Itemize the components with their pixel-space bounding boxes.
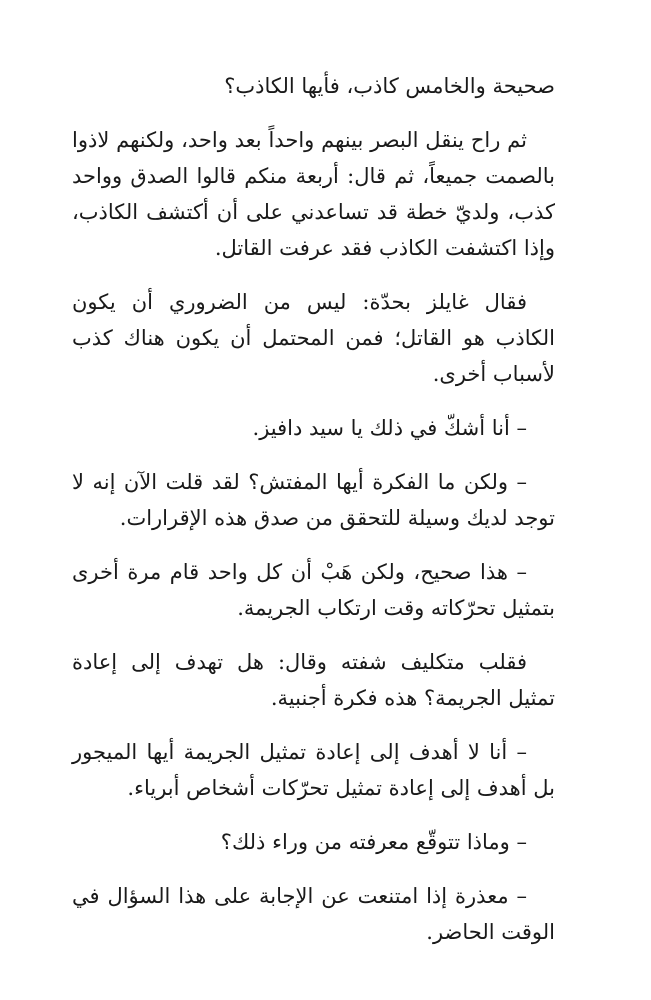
paragraph: فقال غايلز بحدّة: ليس من الضروري أن يكون الكاذب هو القاتل؛ فمن المحتمل أن يكون هناك كذب لأسباب أخرى. <box>72 290 555 386</box>
dialogue-line: – أنا لا أهدف إلى إعادة تمثيل الجريمة أيها الميجور بل أهدف إلى إعادة تمثيل تحرّكات أشخاص أبرياء. <box>72 740 555 800</box>
paragraph: ثم راح ينقل البصر بينهم واحداً بعد واحد، ولكنهم لاذوا بالصمت جميعاً، ثم قال: أربعة منكم قالوا الصدق وواحد كذب، ولديّ خطة قد تساعدني على أن أكتشف الكاذب، وإذا اكتشفت الكاذب فقد عرفت القاتل. <box>72 128 555 260</box>
dialogue-line: – وماذا تتوقّع معرفته من وراء ذلك؟ <box>220 830 527 854</box>
paragraph: صحيحة والخامس كاذب، فأيها الكاذب؟ <box>224 74 555 98</box>
dialogue-line: – ولكن ما الفكرة أيها المفتش؟ لقد قلت الآن إنه لا توجد لديك وسيلة للتحقق من صدق هذه الإقرارات. <box>72 470 555 530</box>
dialogue-line: – أنا أشكّ في ذلك يا سيد دافيز. <box>252 416 527 440</box>
dialogue-line: – هذا صحيح، ولكن هَبْ أن كل واحد قام مرة أخرى بتمثيل تحرّكاته وقت ارتكاب الجريمة. <box>72 560 555 620</box>
paragraph: فقلب متكليف شفته وقال: هل تهدف إلى إعادة تمثيل الجريمة؟ هذه فكرة أجنبية. <box>72 650 555 710</box>
dialogue-line: – معذرة إذا امتنعت عن الإجابة على هذا السؤال في الوقت الحاضر. <box>72 884 555 944</box>
